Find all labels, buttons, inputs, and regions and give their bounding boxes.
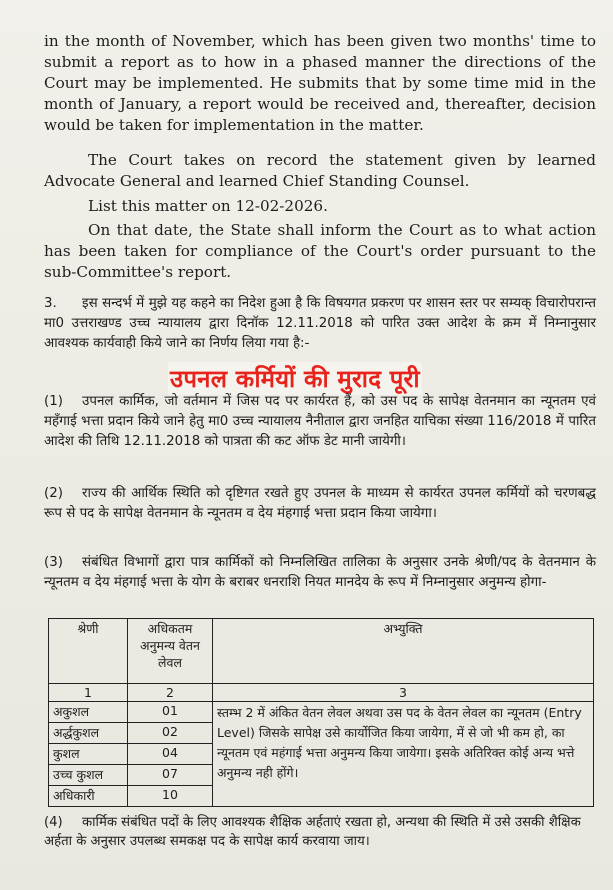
section-number: 3. bbox=[44, 296, 57, 311]
category-cell: अकुशल bbox=[49, 702, 128, 723]
item-number: (3) bbox=[44, 555, 63, 570]
item-text: उपनल कार्मिक, जो वर्तमान में जिस पद पर कार्यरत हैं, को उस पद के सापेक्ष वेतनमान का न्यूनतम एवं महँगाई भत्ता प्रदान किये जाने हेतु मा0 उच्च न्यायालय नैनीताल द्वारा जनहित याचिका संख्या 116/2018 में पारित आदेश की तिथि 12.11.2018 को पात्रता की कट ऑफ डेट मानी जायेगी। bbox=[44, 394, 596, 449]
table-header-row bbox=[49, 619, 594, 684]
hindi-item-2 bbox=[44, 484, 596, 524]
section-text: इस सन्दर्भ में मुझे यह कहने का निदेश हुआ है कि विषयगत प्रकरण पर शासन स्तर पर सम्यक् विचारोपरान्त मा0 उत्तराखण्ड उच्च न्यायालय द्वारा दिनॉक 12.11.2018 को पारित उक्त आदेश के क्रम में निम्नानुसार आवश्यक कार्यवाही किये जाने का निर्णय लिया गया है:- bbox=[44, 296, 596, 351]
hindi-item-3 bbox=[44, 553, 596, 593]
news-headline-overlay: उपनल कर्मियों की मुराद पूरी bbox=[168, 362, 422, 395]
table-row bbox=[49, 702, 594, 723]
level-cell: 07 bbox=[128, 765, 213, 786]
level-cell: 02 bbox=[128, 723, 213, 744]
item-number: (2) bbox=[44, 486, 63, 501]
header-remark: अभ्युक्ति bbox=[213, 619, 594, 684]
remark-cell: स्तम्भ 2 में अंकित वेतन लेवल अथवा उस पद के वेतन लेवल का न्यूनतम (Entry Level) जिसके सापेक्ष उसे कार्योजित किया जायेगा, में से जो भी कम हो, का न्यूनतम एवं महंगाई भत्ता अनुमन्य किया जायेगा। इसके अतिरिक्त कोई अन्य भत्ते अनुमन्य नही होंगे। bbox=[213, 702, 594, 807]
paragraph-english-2: The Court takes on record the statement given by learned Advocate General and learned Chief Standing Counsel. bbox=[44, 151, 596, 190]
header-category: श्रेणी bbox=[49, 619, 128, 684]
item-text: संबंधित विभागों द्वारा पात्र कार्मिकों को निम्नलिखित तालिका के अनुसार उनके श्रेणी/पद के वेतनमान के न्यूनतम व देय मंहगाई भत्ता के योग के बराबर धनराशि नियत मानदेय के रूप में निम्नानुसार अनुमन्य होगा- bbox=[44, 555, 596, 590]
column-number: 2 bbox=[128, 684, 213, 702]
paragraph-english-1: in the month of November, which has been given two months' time to submit a report as to how in a phased manner the directions of the Court may be implemented. He submits that by some time mid in the month of January, a report would be received and, thereafter, decision would be taken for implementation in the matter. bbox=[44, 32, 596, 134]
hindi-item-1 bbox=[44, 392, 596, 452]
column-number: 3 bbox=[213, 684, 594, 702]
paragraph-english-4: On that date, the State shall inform the Court as to what action has been taken for compliance of the Court's order pursuant to the sub-Committee's report. bbox=[44, 221, 596, 281]
item-text: राज्य की आर्थिक स्थिति को दृष्टिगत रखते हुए उपनल के माध्यम से कार्यरत उपनल कर्मियों को चरणबद्ध रूप से पद के सापेक्ष वेतनमान के न्यूनतम व देय मंहगाई भत्ता प्रदान किया जायेगा। bbox=[44, 486, 596, 521]
hindi-item-4 bbox=[44, 813, 596, 851]
level-cell: 04 bbox=[128, 744, 213, 765]
column-number: 1 bbox=[49, 684, 128, 702]
item-number: (1) bbox=[44, 394, 63, 409]
level-cell: 10 bbox=[128, 786, 213, 807]
table-column-number-row bbox=[49, 684, 594, 702]
level-cell: 01 bbox=[128, 702, 213, 723]
category-cell: उच्च कुशल bbox=[49, 765, 128, 786]
item-number: (4) bbox=[44, 815, 63, 830]
header-pay-level: अधिकतम अनुमन्य वेतन लेवल bbox=[128, 619, 213, 684]
paragraph-english-3: List this matter on 12-02-2026. bbox=[88, 197, 328, 215]
category-cell: अधिकारी bbox=[49, 786, 128, 807]
category-cell: अर्द्धकुशल bbox=[49, 723, 128, 744]
category-cell: कुशल bbox=[49, 744, 128, 765]
hindi-section-3 bbox=[44, 294, 596, 354]
item-text: कार्मिक संबंधित पदों के लिए आवश्यक शैक्षिक अर्हताएं रखता हो, अन्यथा की स्थिति में उसे उसकी शैक्षिक अर्हता के अनुसार उपलब्ध समकक्ष पद के सापेक्ष कार्य करवाया जाय। bbox=[44, 815, 581, 849]
pay-level-table bbox=[48, 618, 594, 807]
